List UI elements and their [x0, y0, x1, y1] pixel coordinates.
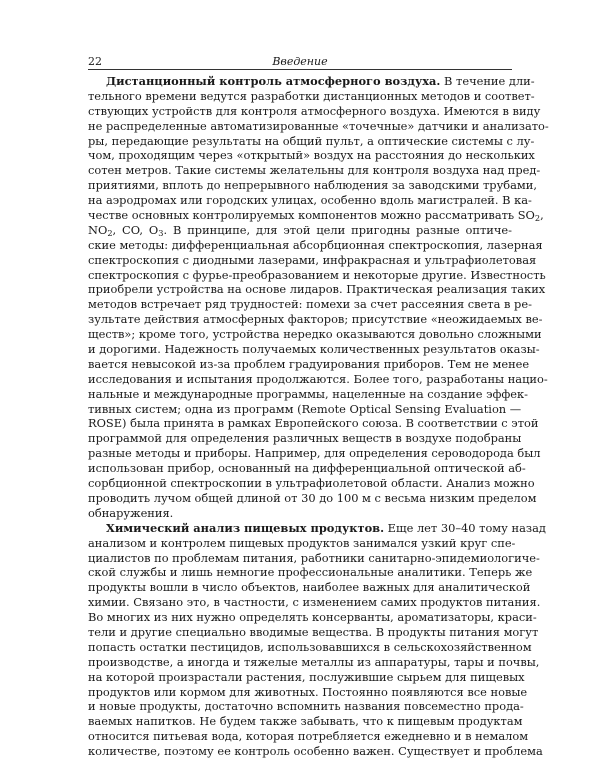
running-title: Введение — [272, 55, 328, 68]
text-line: $NO_2$, CO, $O_3$. В принципе, для этой цели пригодны разные оптиче- — [88, 222, 512, 238]
text-line: спектроскопия с фурье-преобразованием и некоторые другие. Известность — [88, 267, 546, 282]
text-line: проводить лучом общей длиной от 30 до 100 м с весьма низким пределом — [88, 490, 537, 505]
text-line: тельного времени ведутся разработки дистанционных методов и соответ- — [88, 88, 535, 103]
text-line: на которой произрастали растения, послужившие сырьем для пищевых — [88, 669, 525, 684]
section-heading-food: Химический анализ пищевых продуктов. — [106, 520, 385, 535]
text-line: исследования и испытания продолжаются. Более того, разработаны нацио- — [88, 371, 548, 386]
header-rule — [88, 69, 512, 70]
text-line: Химический анализ пищевых продуктов. Еще лет 30–40 тому назад — [106, 520, 546, 535]
text-line: честве основных контролируемых компонентов можно рассматривать $SO_2$, — [88, 208, 544, 224]
text-line: и дорогими. Надежность получаемых количественных результатов оказы- — [88, 342, 540, 357]
text-line: ствующих устройств для контроля атмосферного воздуха. Имеются в виду — [88, 103, 541, 118]
text-line: обнаружения. — [88, 505, 174, 520]
text-line: тивных систем; одна из программ (Remote Optical Sensing Evaluation — — [88, 401, 522, 416]
text-line: продукты вошли в число объектов, наиболее важных для аналитической — [88, 580, 531, 595]
text-line: циалистов по проблемам питания, работники санитарно-эпидемиологиче- — [88, 550, 540, 565]
text-line: ROSE) была принята в рамках Европейского союза. В соответствии с этой — [88, 416, 539, 431]
section-heading-air: Дистанционный контроль атмосферного воздуха. — [106, 74, 441, 88]
text-line: использован прибор, основанный на дифференциальной оптической аб- — [88, 461, 526, 476]
text-line: методов встречает ряд трудностей: помехи за счет рассеяния света в ре- — [88, 297, 532, 312]
text-line: Во многих из них нужно определять консерванты, ароматизаторы, краси- — [88, 610, 537, 625]
text-line: ры, передающие результаты на общий пульт, а оптические системы с лу- — [88, 133, 535, 148]
text-line: нальные и международные программы, нацеленные на создание эффек- — [88, 386, 528, 401]
text-line: количестве, поэтому ее контроль особенно важен. Существует и проблема — [88, 744, 543, 759]
text-line: приобрели устройства на основе лидаров. Практическая реализация таких — [88, 282, 546, 297]
text-line: производстве, а иногда и тяжелые металлы из аппаратуры, тары и почвы, — [88, 654, 540, 669]
body-text — [88, 74, 549, 759]
text-line: на аэродромах или городских улицах, особенно вдоль магистралей. В ка- — [88, 193, 532, 208]
text-line: приятиями, вплоть до непрерывного наблюдения за заводскими трубами, — [88, 178, 538, 193]
text-line: ские методы: дифференциальная абсорбционная спектроскопия, лазерная — [88, 237, 543, 252]
text-line: продуктов или кормом для животных. Постоянно появляются все новые — [88, 684, 528, 699]
text-line: тели и другие специально вводимые вещества. В продукты питания могут — [88, 624, 539, 639]
text-line: спектроскопия с диодными лазерами, инфракрасная и ультрафиолетовая — [88, 252, 537, 267]
text-line: относится питьевая вода, которая потребляется ежедневно и в немалом — [88, 729, 529, 744]
text-line: Дистанционный контроль атмосферного воздуха. В течение дли- — [106, 74, 535, 88]
text-line: вается невысокой из-за проблем градуирования приборов. Тем не менее — [88, 356, 530, 371]
text-line: и новые продукты, достаточно вспомнить названия повсеместно прода- — [88, 699, 524, 714]
text-line: ваемых напитков. Не будем также забывать, что к пищевым продуктам — [88, 714, 523, 729]
text-line: зультате действия атмосферных факторов; присутствие «неожидаемых ве- — [88, 312, 543, 327]
text-line: попасть остатки пестицидов, использовавшихся в сельскохозяйственном — [88, 639, 532, 654]
text-line: разные методы и приборы. Например, для определения сероводорода был — [88, 446, 541, 461]
text-line: чом, проходящим через «открытый» воздух на расстояния до нескольких — [88, 148, 535, 163]
text-line: сорбционной спектроскопии в ультрафиолетовой области. Анализ можно — [88, 476, 535, 491]
text-line: сотен метров. Такие системы желательны для контроля воздуха над пред- — [88, 163, 541, 178]
text-line: ской службы и лишь немногие профессиональные аналитики. Теперь же — [88, 565, 533, 580]
text-line: не распределенные автоматизированные «точечные» датчики и анализато- — [88, 118, 549, 133]
text-line: химии. Связано это, в частности, с изменением самих продуктов питания. — [88, 595, 541, 610]
text-line: программой для определения различных веществ в воздухе подобраны — [88, 431, 522, 446]
text-line: анализом и контролем пищевых продуктов занимался узкий круг спе- — [88, 535, 516, 550]
page-number: 22 — [88, 55, 102, 68]
text-line: ществ»; кроме того, устройства нередко оказываются довольно сложными — [88, 327, 542, 342]
